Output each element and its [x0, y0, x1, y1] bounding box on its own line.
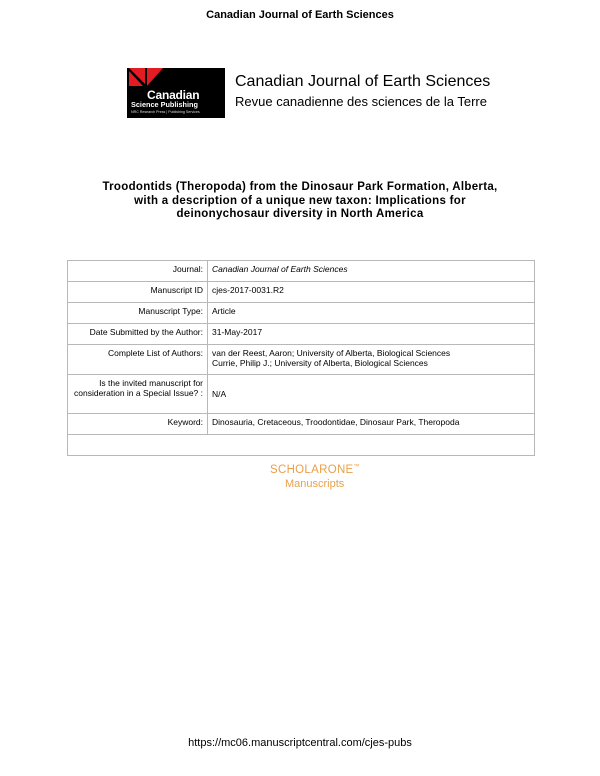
keyword-label: Keyword:	[68, 414, 208, 435]
table-row	[68, 261, 535, 282]
logo-text-science-publishing: Science Publishing	[131, 100, 198, 109]
journal-name-french: Revue canadienne des sciences de la Terre	[235, 94, 487, 109]
journal-name-english: Canadian Journal of Earth Sciences	[235, 73, 491, 90]
date-submitted-value: 31-May-2017	[208, 324, 535, 345]
trademark-mark: ™	[353, 464, 360, 471]
special-issue-label: Is the invited manuscript for consideration in a Special Issue? :	[68, 375, 208, 414]
authors-label: Complete List of Authors:	[68, 345, 208, 375]
journal-value	[208, 261, 535, 282]
table-row	[68, 282, 535, 303]
manuscript-type-value: Article	[208, 303, 535, 324]
empty-cell	[68, 435, 535, 456]
journal-label: Journal:	[68, 261, 208, 282]
running-header: Canadian Journal of Earth Sciences	[206, 9, 394, 21]
table-row	[68, 324, 535, 345]
manuscript-id-label: Manuscript ID	[68, 282, 208, 303]
table-row	[68, 414, 535, 435]
author-entry: Currie, Philip J.; University of Alberta, Biological Sciences	[212, 358, 428, 368]
scholarone-manuscripts: Manuscripts	[285, 478, 345, 490]
table-row	[68, 303, 535, 324]
scholarone-brand: SCHOLARONE	[270, 464, 354, 476]
logo-text-nrc: NRC Research Press | Publishing Services	[131, 110, 200, 114]
table-row	[68, 375, 535, 414]
table-row	[68, 345, 535, 375]
manuscript-metadata-table	[67, 260, 535, 456]
special-issue-value: N/A	[208, 375, 535, 414]
scholarone-logo	[270, 464, 360, 476]
logo-text-canadian: Canadian	[147, 88, 200, 102]
footer-url: https://mc06.manuscriptcentral.com/cjes-pubs	[188, 737, 412, 749]
publisher-logo	[127, 68, 225, 118]
date-submitted-label: Date Submitted by the Author:	[68, 324, 208, 345]
paper-title: Troodontids (Theropoda) from the Dinosaur Park Formation, Alberta, with a description of a unique new taxon: Implications for deinonychosaur diversity in North America	[102, 181, 498, 220]
journal-value-text: Canadian Journal of Earth Sciences	[212, 264, 348, 274]
authors-value	[208, 345, 535, 375]
table-row	[68, 435, 535, 456]
manuscript-type-label: Manuscript Type:	[68, 303, 208, 324]
manuscript-id-value: cjes-2017-0031.R2	[208, 282, 535, 303]
keyword-value: Dinosauria, Cretaceous, Troodontidae, Dinosaur Park, Theropoda	[208, 414, 535, 435]
author-entry: van der Reest, Aaron; University of Alberta, Biological Sciences	[212, 348, 451, 358]
